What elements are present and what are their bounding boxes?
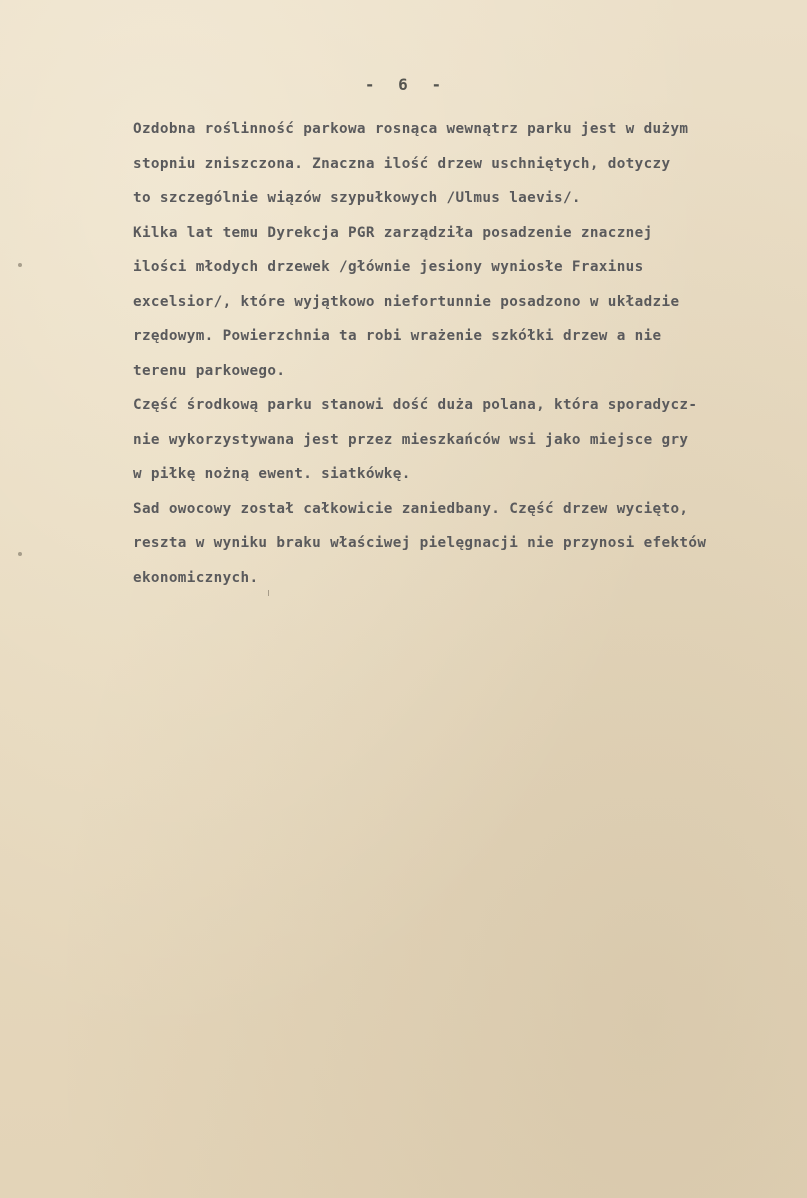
text-line: to szczególnie wiązów szypułkowych /Ulmus laevis/. — [133, 190, 581, 206]
text-line: Kilka lat temu Dyrekcja PGR zarządziła posadzenie znacznej — [133, 224, 653, 241]
margin-mark — [18, 263, 22, 267]
text-line: rzędowym. Powierzchnia ta robi wrażenie szkółki drzew a nie — [133, 328, 662, 344]
text-line: stopniu zniszczona. Znaczna ilość drzew uschniętych, dotyczy — [133, 155, 671, 172]
text-line: reszta w wyniku braku właściwej pielęgnacji nie przynosi efektów — [133, 535, 707, 551]
text-line: w piłkę nożną ewent. siatkówkę. — [133, 466, 411, 482]
text-line: ilości młodych drzewek /głównie jesiony wyniosłe Fraxinus — [133, 259, 644, 275]
margin-mark — [18, 552, 22, 556]
page-number: - 6 - — [364, 75, 443, 94]
text-line: ekonomicznych. — [133, 569, 259, 586]
text-line: nie wykorzystywana jest przez mieszkańców wsi jako miejsce gry — [133, 431, 689, 448]
stray-mark — [268, 590, 269, 596]
typed-text-body — [133, 112, 793, 595]
text-line: excelsior/, które wyjątkowo niefortunnie posadzono w układzie — [133, 293, 680, 310]
text-line: terenu parkowego. — [133, 362, 286, 379]
text-line: Ozdobna roślinność parkowa rosnąca wewnątrz parku jest w dużym — [133, 121, 689, 137]
text-line: Część środkową parku stanowi dość duża polana, która sporadycz- — [133, 397, 698, 413]
text-line: Sad owocowy został całkowicie zaniedbany. Część drzew wycięto, — [133, 500, 689, 517]
